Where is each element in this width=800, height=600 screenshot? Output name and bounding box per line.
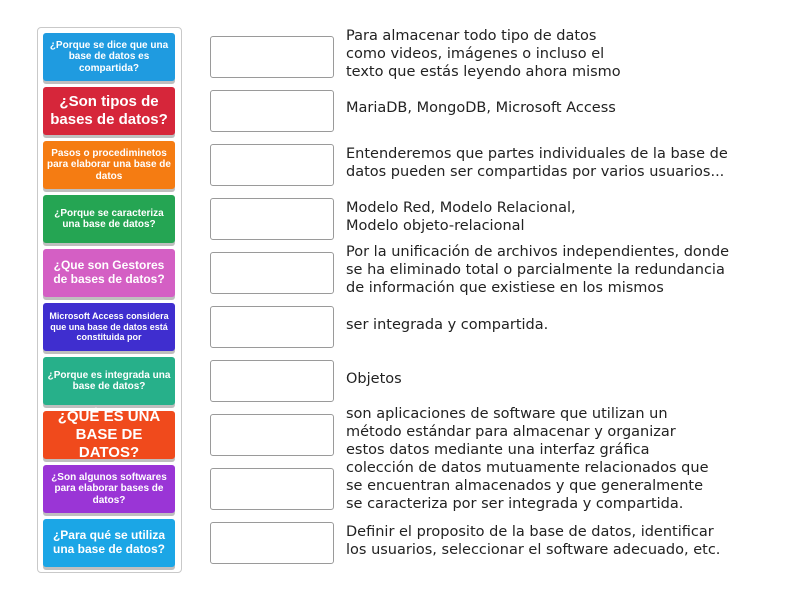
card-label: ¿Porque es integrada una base de datos? — [47, 369, 171, 392]
card-label: ¿Para qué se utiliza una base de datos? — [52, 528, 166, 556]
description-9: colección de datos mutuamente relacionados que se encuentran almacenados y que generalmente se caracteriza por ser integrada y compartida. — [346, 460, 709, 512]
card-label: ¿Son algunos softwares para elaborar bases de datos? — [51, 471, 167, 506]
drop-slot-2[interactable] — [210, 90, 334, 132]
card-label: ¿Que son Gestores de bases de datos? — [53, 258, 165, 286]
description-4: Modelo Red, Modelo Relacional, Modelo objeto-relacional — [346, 200, 576, 234]
drag-card-caracteriza[interactable] — [43, 195, 175, 243]
description-1: Para almacenar todo tipo de datos como videos, imágenes o incluso el texto que estás leyendo ahora mismo — [346, 28, 621, 80]
drag-card-gestores[interactable] — [43, 249, 175, 297]
drag-card-tipos[interactable] — [43, 87, 175, 135]
drag-card-access[interactable] — [43, 303, 175, 351]
description-8: son aplicaciones de software que utilizan un método estándar para almacenar y organizar estos datos mediante una interfaz gráfica — [346, 406, 676, 458]
drop-slot-5[interactable] — [210, 252, 334, 294]
card-label: ¿Son tipos de bases de datos? — [50, 93, 168, 128]
drop-slot-6[interactable] — [210, 306, 334, 348]
drag-card-compartida[interactable] — [43, 33, 175, 81]
drop-slot-7[interactable] — [210, 360, 334, 402]
card-label: ¿QUÉ ES UNA BASE DE DATOS? — [57, 408, 161, 461]
drag-card-softwares[interactable] — [43, 465, 175, 513]
drop-slot-4[interactable] — [210, 198, 334, 240]
description-6: ser integrada y compartida. — [346, 317, 549, 333]
drag-card-para-que[interactable] — [43, 519, 175, 567]
description-5: Por la unificación de archivos independientes, donde se ha eliminado total o parcialmente la redundancia de información que existiese en los mismos — [346, 244, 730, 296]
drop-slot-9[interactable] — [210, 468, 334, 510]
drag-card-que-es[interactable] — [43, 408, 175, 461]
card-label: ¿Porque se dice que una base de datos es compartida? — [49, 39, 169, 74]
card-label: Pasos o procediminetos para elaborar una base de datos — [47, 147, 171, 182]
drag-card-pasos[interactable] — [43, 141, 175, 189]
drop-slot-1[interactable] — [210, 36, 334, 78]
card-label: ¿Porque se caracteriza una base de datos? — [54, 207, 164, 230]
drag-card-integrada[interactable] — [43, 357, 175, 405]
drop-slot-10[interactable] — [210, 522, 334, 564]
description-2: MariaDB, MongoDB, Microsoft Access — [346, 100, 616, 116]
drop-slot-3[interactable] — [210, 144, 334, 186]
description-3: Entenderemos que partes individuales de la base de datos pueden ser compartidas por varios usuarios... — [346, 146, 728, 180]
description-7: Objetos — [346, 371, 402, 387]
description-10: Definir el proposito de la base de datos, identificar los usuarios, seleccionar el software adecuado, etc. — [346, 524, 721, 558]
drop-slot-8[interactable] — [210, 414, 334, 456]
card-label: Microsoft Access considera que una base de datos está constituida por — [49, 311, 169, 343]
